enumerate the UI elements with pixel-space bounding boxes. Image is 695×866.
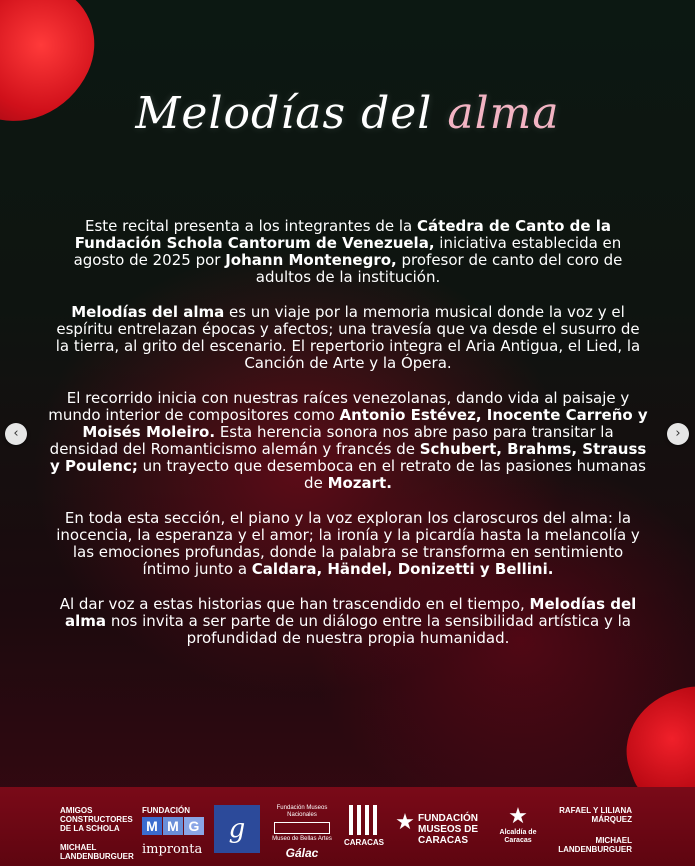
fundacion-mmg-logo xyxy=(142,806,208,835)
paragraph xyxy=(48,304,648,372)
chevron-left-icon: ‹ xyxy=(13,426,19,441)
g-logo: g xyxy=(214,805,260,853)
paragraph xyxy=(48,390,648,492)
rafael-liliana-marquez-text: RAFAEL Y LILIANA MÁRQUEZ xyxy=(559,806,632,824)
text-segment: En toda esta sección, el piano y la voz exploran los claroscuros del alma: la inocencia, la esperanza y el amor; la ironía y la picardía hasta la melancolía y las emociones profundas, donde la palabra se transforma en sentimiento íntimo junto a xyxy=(56,509,640,578)
mmg-letter: G xyxy=(184,817,204,835)
text-segment: El recorrido inicia con nuestras raíces venezolanas, dando vida al paisaje y mundo interior de compositores como xyxy=(48,389,630,424)
fundacion-label: FUNDACIÓN xyxy=(142,806,190,815)
bold-text: Melodías del alma xyxy=(65,595,637,630)
paragraph xyxy=(48,596,648,647)
michael-landenburguer-right-text: MICHAEL LANDENBURGUER xyxy=(558,836,632,854)
text-segment: es un viaje por la memoria musical donde la voz y el espíritu entrelazan épocas y afectos; una travesía que va desde el susurro de la tierra, al grito del escenario. El repertorio integra el Aria Antigua, el Lied, la Canción de Arte y la Ópera. xyxy=(55,303,641,372)
fundacion-museos-star-icon: ★ xyxy=(395,809,415,834)
mmg-letter: M xyxy=(163,817,183,835)
fundacion-museos-caracas-logo: FUNDACIÓN MUSEOS DE CARACAS xyxy=(418,813,479,846)
sponsors-footer xyxy=(0,787,695,866)
mmg-letter: M xyxy=(142,817,162,835)
next-slide-button[interactable] xyxy=(667,423,689,445)
bold-text: Mozart. xyxy=(327,474,392,492)
previous-slide-button[interactable] xyxy=(5,423,27,445)
title-main: Melodías del xyxy=(135,88,448,139)
bold-text: Caldara, Händel, Donizetti y Bellini. xyxy=(251,560,554,578)
paragraph xyxy=(48,510,648,578)
bold-text: Antonio Estévez, Inocente Carreño y Moisés Moleiro. xyxy=(82,406,648,441)
bellas-artes-building-icon xyxy=(274,822,330,834)
museos-nacionales-logo xyxy=(270,805,334,860)
alcaldia-label: Alcaldía de Caracas xyxy=(499,829,537,844)
michael-landenburguer-text: MICHAEL LANDENBURGUER xyxy=(60,843,134,861)
alcaldia-caracas-logo xyxy=(496,805,540,845)
museos-nacionales-label: Fundación Museos Nacionales xyxy=(276,805,328,818)
bold-text: Melodías del alma xyxy=(71,303,225,321)
poster-title xyxy=(0,88,695,139)
bellas-artes-label: Museo de Bellas Artes xyxy=(272,836,332,842)
text-segment: un trayecto que desemboca en el retrato de las pasiones humanas de xyxy=(137,457,646,492)
galac-logo: Gálac xyxy=(285,846,319,860)
caracas-label: CARACAS xyxy=(344,838,384,847)
text-segment: Esta herencia sonora nos abre paso para transitar la densidad del Romanticismo alemán y francés de xyxy=(49,423,614,458)
text-segment: Al dar voz a estas historias que han trascendido en el tiempo, xyxy=(59,595,530,613)
description-text xyxy=(48,218,648,665)
title-accent: alma xyxy=(447,88,560,139)
bold-text: Cátedra de Canto de la Fundación Schola Cantorum de Venezuela, xyxy=(74,217,612,252)
impronta-logo: impronta xyxy=(142,842,203,857)
text-segment: iniciativa establecida en agosto de 2025 por xyxy=(73,234,622,269)
caracas-logo xyxy=(340,805,388,847)
paragraph xyxy=(48,218,648,286)
bold-text: Schubert, Brahms, Strauss y Poulenc; xyxy=(50,440,647,475)
text-segment: Este recital presenta a los integrantes de la xyxy=(84,217,418,235)
alcaldia-star-icon: ★ xyxy=(508,803,528,828)
caracas-pattern-icon xyxy=(349,805,379,835)
bold-text: Johann Montenegro, xyxy=(225,251,397,269)
mmg-letters xyxy=(142,817,208,835)
chevron-right-icon: › xyxy=(675,426,681,441)
text-segment: nos invita a ser parte de un diálogo entre la sensibilidad artística y la profundidad de nuestra propia humanidad. xyxy=(106,612,631,647)
text-segment: profesor de canto del coro de adultos de la institución. xyxy=(255,251,623,286)
amigos-constructores-logo: AMIGOS CONSTRUCTORES DE LA SCHOLA xyxy=(60,806,133,833)
